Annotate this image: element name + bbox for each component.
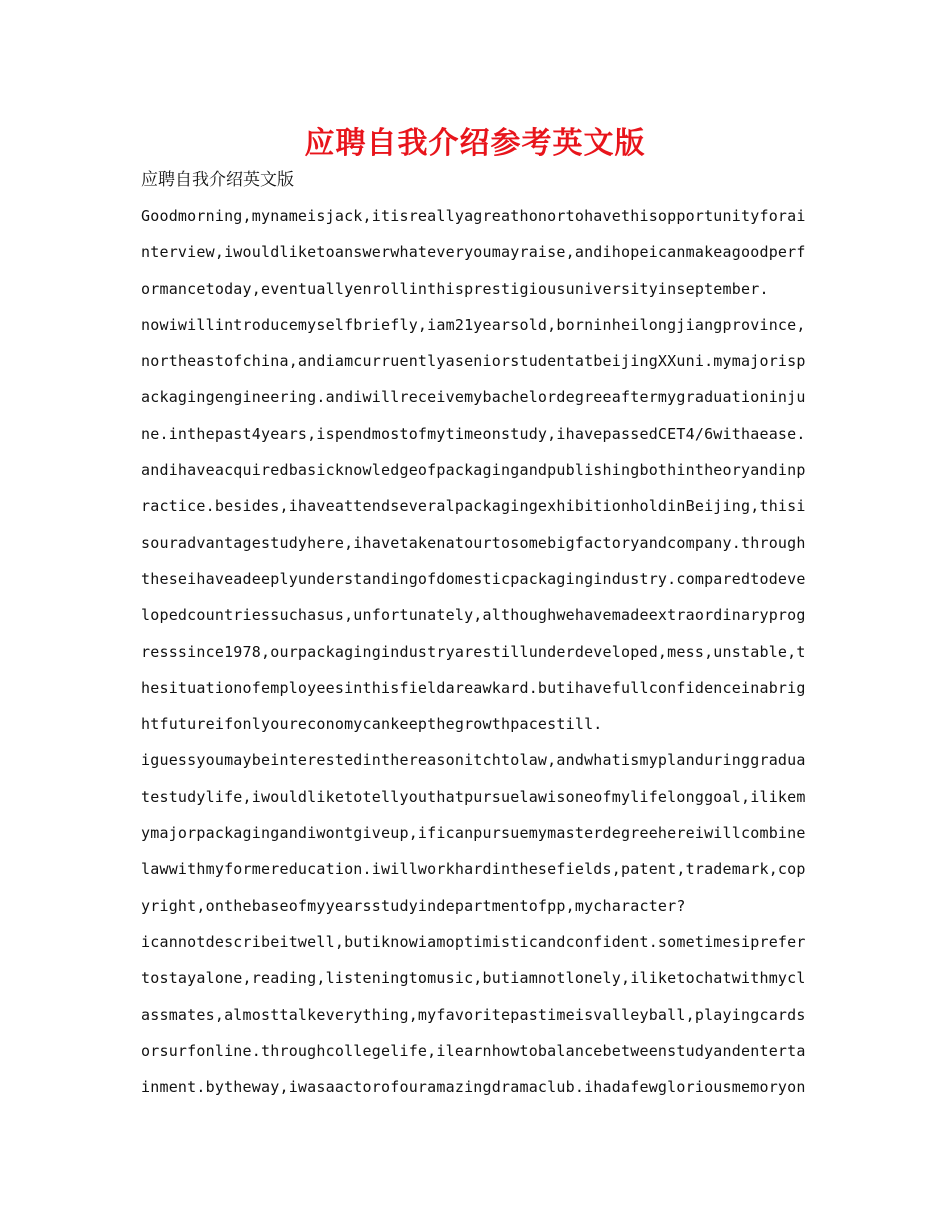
body-line: theseihaveadeeplyunderstandingofdomesticpackagingindustry.comparedtodeve xyxy=(141,569,806,588)
body-line: yright,onthebaseofmyyearsstudyindepartmentofpp,mycharacter? xyxy=(141,896,686,915)
page-title: 应聘自我介绍参考英文版 xyxy=(304,126,646,161)
body-line: souradvantagestudyhere,ihavetakenatourtosomebigfactoryandcompany.through xyxy=(141,533,806,552)
body-line: ormancetoday,eventuallyenrollinthisprestigiousuniversityinseptember. xyxy=(141,279,769,298)
body-line: northeastofchina,andiamcurruentlyaseniorstudentatbeijingXXuni.mymajorisp xyxy=(141,352,806,371)
page-subtitle: 应聘自我介绍英文版 xyxy=(141,170,294,190)
body-line: lopedcountriessuchasus,unfortunately,althoughwehavemadeextraordinaryprog xyxy=(141,606,806,625)
body-line: inment.bytheway,iwasaactorofouramazingdramaclub.ihadafewgloriousmemoryon xyxy=(141,1078,806,1097)
body-line: assmates,almosttalkeverything,myfavoritepastimeisvalleyball,playingcards xyxy=(141,1005,806,1024)
body-line: ractice.besides,ihaveattendseveralpackagingexhibitionholdinBeijing,thisi xyxy=(141,497,806,516)
body-line: iguessyoumaybeinterestedinthereasonitchtolaw,andwhatismyplanduringgradua xyxy=(141,751,806,770)
body-text xyxy=(141,198,813,1105)
body-line: ymajorpackagingandiwontgiveup,ificanpursuemymasterdegreehereiwillcombine xyxy=(141,824,806,843)
body-line: tostayalone,reading,listeningtomusic,butiamnotlonely,iliketochatwithmycl xyxy=(141,969,806,988)
body-line: resssince1978,ourpackagingindustryarestillunderdeveloped,mess,unstable,t xyxy=(141,642,806,661)
body-line: hesituationofemployeesinthisfieldareawkard.butihavefullconfidenceinabrig xyxy=(141,678,806,697)
body-line: testudylife,iwouldliketotellyouthatpursuelawisoneofmylifelonggoal,ilikem xyxy=(141,787,806,806)
body-line: ackagingengineering.andiwillreceivemybachelordegreeaftermygraduationinju xyxy=(141,388,806,407)
body-line: ne.inthepast4years,ispendmostofmytimeonstudy,ihavepassedCET4/6withaease. xyxy=(141,424,806,443)
body-line: nterview,iwouldliketoanswerwhateveryoumayraise,andihopeicanmakeagoodperf xyxy=(141,243,806,262)
body-line: icannotdescribeitwell,butiknowiamoptimisticandconfident.sometimesiprefer xyxy=(141,932,806,951)
body-line: htfutureifonlyoureconomycankeepthegrowthpacestill. xyxy=(141,715,603,734)
body-line: orsurfonline.throughcollegelife,ilearnhowtobalancebetweenstudyandenterta xyxy=(141,1041,806,1060)
body-line: lawwithmyformereducation.iwillworkhardinthesefields,patent,trademark,cop xyxy=(141,860,806,879)
body-line: nowiwillintroducemyselfbriefly,iam21yearsold,borninheilongjiangprovince, xyxy=(141,315,806,334)
body-line: Goodmorning,mynameisjack,itisreallyagreathonortohavethisopportunityforai xyxy=(141,207,806,225)
body-line: andihaveacquiredbasicknowledgeofpackagingandpublishingbothintheoryandinp xyxy=(141,461,806,480)
